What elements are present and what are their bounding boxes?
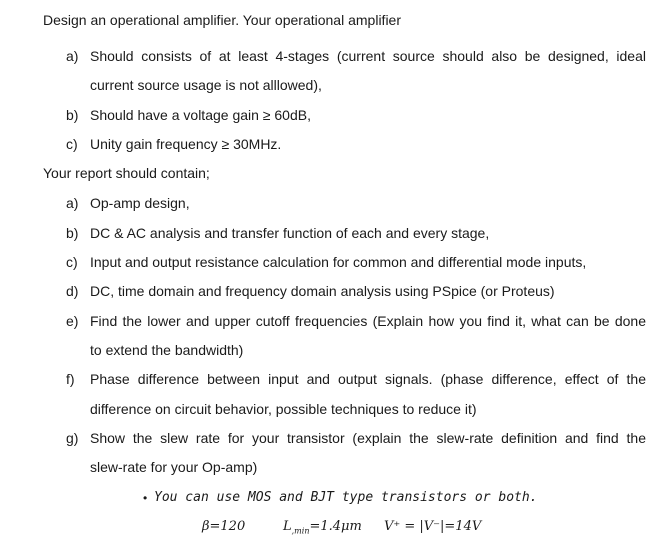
report-e-line1: Find the lower and upper cutoff frequencies (Explain how you find it, what can be done	[90, 313, 646, 329]
note-text: You can use MOS and BJT type transistors or both.	[154, 490, 538, 505]
report-label-f: f)	[66, 371, 75, 387]
note-bullet: •	[143, 491, 148, 505]
report-label-d: d)	[66, 283, 79, 299]
report-label-a: a)	[66, 195, 79, 211]
req-a-line2: current source usage is not alllowed),	[90, 77, 322, 93]
lmin-number: =1.4μm	[309, 519, 362, 534]
report-g-line2: slew-rate for your Op-amp)	[90, 459, 258, 475]
report-intro: Your report should contain;	[43, 165, 210, 181]
report-c-line1: Input and output resistance calculation for common and differential mode inputs,	[90, 254, 587, 270]
beta-value: β=120	[202, 519, 246, 534]
req-c-line1: Unity gain frequency ≥ 30MHz.	[90, 136, 282, 152]
report-label-b: b)	[66, 225, 79, 241]
lmin-symbol: L	[283, 519, 292, 534]
report-e-line2: to extend the bandwidth)	[90, 342, 244, 358]
report-b-line1: DC & AC analysis and transfer function of each and every stage,	[90, 225, 490, 241]
report-label-g: g)	[66, 430, 79, 446]
report-d-line1: DC, time domain and frequency domain analysis using PSpice (or Proteus)	[90, 283, 555, 299]
report-label-c: c)	[66, 254, 78, 270]
supply-voltage: V⁺ = |V⁻|=14V	[384, 519, 482, 534]
report-label-e: e)	[66, 313, 79, 329]
lmin-value	[283, 518, 362, 541]
req-b-line1: Should have a voltage gain ≥ 60dB,	[90, 107, 311, 123]
report-f-line2: difference on circuit behavior, possible techniques to reduce it)	[90, 401, 477, 417]
lmin-subscript: ,min	[291, 526, 310, 536]
req-label-a: a)	[66, 48, 79, 64]
req-label-c: c)	[66, 136, 78, 152]
report-g-line1: Show the slew rate for your transistor (explain the slew-rate definition and find the	[90, 430, 646, 446]
req-a-line1: Should consists of at least 4-stages (current source should also be designed, ideal	[90, 48, 646, 64]
intro-text: Design an operational amplifier. Your operational amplifier	[43, 12, 401, 28]
report-a-line1: Op-amp design,	[90, 195, 190, 211]
report-f-line1: Phase difference between input and output signals. (phase difference, effect of the	[90, 371, 646, 387]
req-label-b: b)	[66, 107, 79, 123]
